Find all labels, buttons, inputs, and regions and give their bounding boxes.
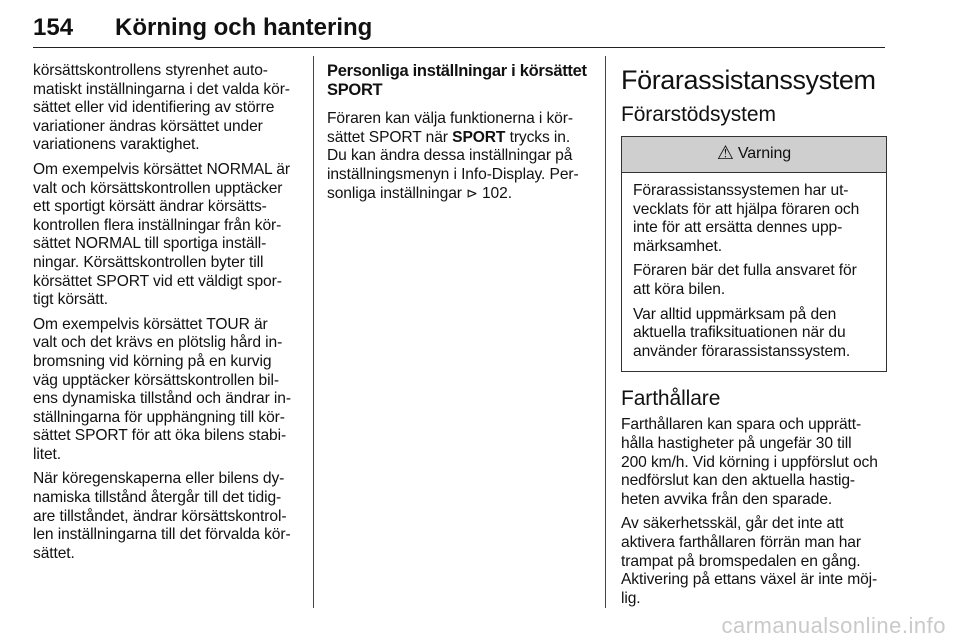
subsection-title: Förarstödsystem bbox=[621, 103, 776, 126]
warning-header bbox=[622, 137, 886, 173]
paragraph: Föraren kan välja funktionerna i kör- sättet SPORT när SPORT trycks in. Du kan ändra dessa inställningar på inställningsmenyn i Info-Display. Per- sonliga inställningar ⊳ 102. bbox=[327, 110, 579, 203]
paragraph: Förarassistanssystemen har ut- vecklats för att hjälpa föraren och inte för att ersätta dennes upp- märksamhet. bbox=[633, 182, 860, 255]
page-reference-link[interactable]: 102. bbox=[481, 185, 512, 203]
paragraph: Om exempelvis körsättet TOUR är valt och det krävs en plötslig hård in- bromsning vid körning på en kurvig väg upptäcker körsättskontrollen bil- ens dynamiska tillstånd och ändrar in- ställningarna för upphängning till kör- sättet SPORT för att öka bilens stabi- litet. bbox=[33, 315, 291, 463]
paragraph: Var alltid uppmärksam på den aktuella trafiksituationen när du använder förarassistanssystem. bbox=[633, 305, 851, 360]
chapter-title: Förarassistanssystem bbox=[621, 65, 876, 95]
paragraph: Av säkerhetsskäl, går det inte att aktivera farthållaren förrän man har trampat på bromspedalen en gång. Aktivering på ettans växel är inte möj- lig. bbox=[621, 515, 878, 607]
paragraph: körsättskontrollens styrenhet auto- matiskt inställningarna i det valda kör- sättet eller vid identifiering av större variationer ändras körsättet under variationens varaktighet. bbox=[33, 62, 290, 154]
warning-triangle-icon: ⚠ bbox=[716, 143, 734, 165]
page-header bbox=[33, 8, 885, 48]
section-heading: Personliga inställningar i körsättet SPORT bbox=[327, 62, 587, 99]
column-middle bbox=[327, 62, 595, 210]
warning-body bbox=[622, 173, 886, 371]
watermark: carmanualsonline.info bbox=[721, 613, 946, 638]
paragraph: Föraren bär det fulla ansvaret för att köra bilen. bbox=[633, 262, 857, 298]
page-reference-icon: ⊳ bbox=[466, 185, 478, 202]
page-number: 154 bbox=[33, 14, 74, 41]
paragraph: Om exempelvis körsättet NORMAL är valt och körsättskontrollen upptäcker ett sportigt körsätt ändrar körsätts- kontrollen flera inställningar från kör- sättet NORMAL till sportiga inställ- ningar. Körsättskontrollen byter till körsättet SPORT vid ett väldigt spor- tigt körsätt. bbox=[33, 160, 290, 309]
warning-box bbox=[621, 136, 887, 372]
sport-button-label: SPORT bbox=[452, 128, 506, 146]
column-divider bbox=[605, 56, 606, 608]
column-left bbox=[33, 62, 301, 569]
paragraph: Farthållaren kan spara och upprätt- hålla hastigheter på ungefär 30 till 200 km/h. Vid körning i uppförslut och nedförslut kan den aktuella hastig- heten avvika från den sparade. bbox=[621, 416, 878, 508]
column-divider bbox=[313, 56, 314, 608]
section-heading: Farthållare bbox=[621, 387, 721, 411]
running-title: Körning och hantering bbox=[115, 14, 373, 41]
paragraph: När köregenskaperna eller bilens dy- namiska tillstånd återgår till det tidig- are tillståndet, ändrar körsättskontrol- len inställningarna till det förvalda kör- sättet. bbox=[33, 470, 291, 562]
column-right bbox=[621, 62, 887, 614]
warning-label: Varning bbox=[737, 145, 792, 163]
